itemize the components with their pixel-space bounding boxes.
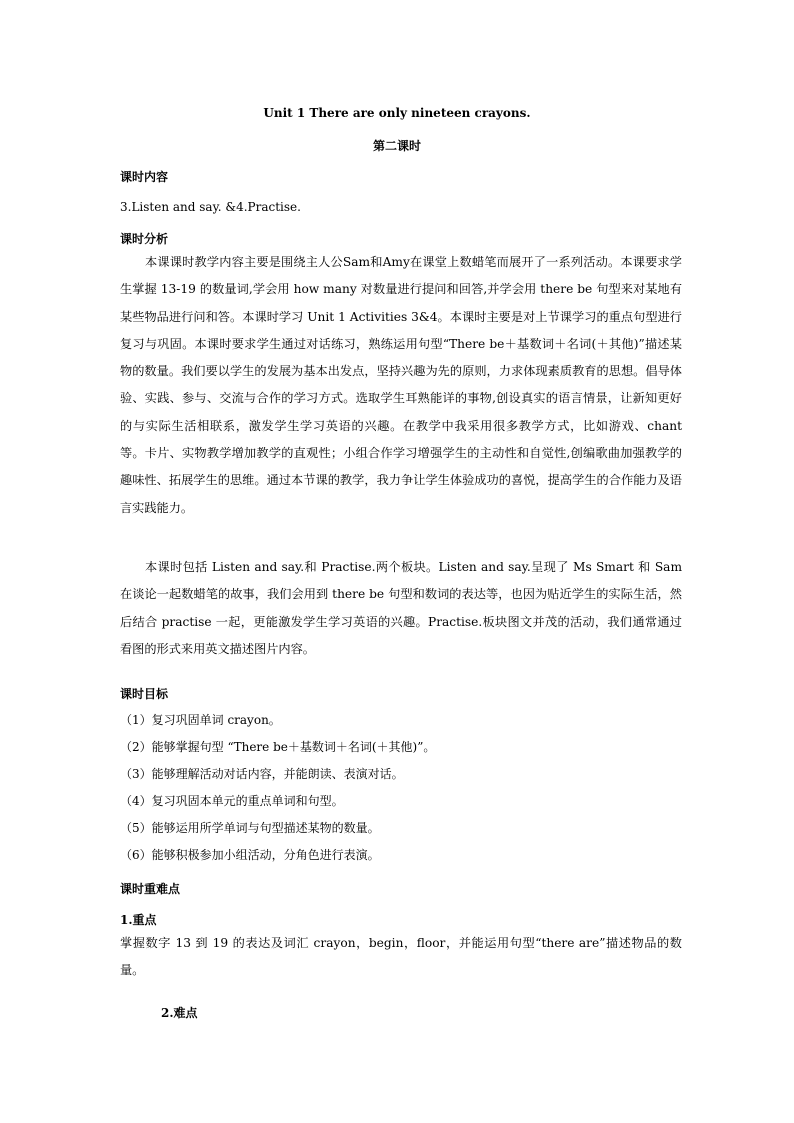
key-points-text: 掌握数字 13 到 19 的表达及词汇 crayon，begin，floor，并能运用句型“there are”描述物品的数量。 [120, 936, 682, 978]
analysis-paragraph-2: 本课时包括 Listen and say.和 Practise.两个板块。Listen and say.呈现了 Ms Smart 和 Sam 在谈论一起数蜡笔的故事，我们会用到 there be 句型和数词的表达等，也因为贴近学生的实际生活，然后结合 practise 一起，更能激发学生学习英语的兴趣。Practise.板块图文并茂的活动，我们通常通过看图的形式来用英文描述图片内容。 [120, 560, 682, 656]
doc-subtitle: 第二课时 [372, 139, 421, 153]
goal-item: （4）复习巩固本单元的重点单词和句型。 [120, 794, 344, 808]
goal-item: （6）能够积极参加小组活动，分角色进行表演。 [120, 848, 380, 862]
goal-item: （1）复习巩固单词 crayon。 [120, 713, 281, 727]
goal-item: （2）能够掌握句型 “There be＋基数词＋名词(＋其他)”。 [120, 740, 436, 754]
goal-item: （5）能够运用所学单词与句型描述某物的数量。 [120, 821, 380, 835]
section-heading-key-difficult: 课时重难点 [120, 882, 181, 896]
analysis-paragraph-1: 本课课时教学内容主要是围绕主人公Sam和Amy在课堂上数蜡笔而展开了一系列活动。本课要求学生掌握 13-19 的数量词,学会用 how many 对数量进行提问和回答,并学会用 there be 句型来对某地有某些物品进行问和答。本课时学习 Unit 1 Activities 3&4。本课时主要是对上节课学习的重点句型进行复习与巩固。本课时要求学生通过对话练习，熟练运用句型“There be＋基数词＋名词(＋其他)”描述某物的数量。我们要以学生的发展为基本出发点，坚持兴趣为先的原则，力求体现素质教育的思想。倡导体验、实践、参与、交流与合作的学习方式。选取学生耳熟能详的事物,创设真实的语言情景，让新知更好的与实际生活相联系，激发学生学习英语的兴趣。在教学中我采用很多教学方式，比如游戏、chant 等。卡片、实物教学增加教学的直观性；小组合作学习增强学生的主动性和自觉性,创编歌曲加强教学的趣味性、拓展学生的思维。通过本节课的教学，我力争让学生体验成功的喜悦，提高学生的合作能力及语言实践能力。 [120, 255, 682, 515]
subheading-key-points: 1.重点 [120, 913, 157, 927]
subheading-difficult-points: 2.难点 [161, 1006, 198, 1020]
goal-item: （3）能够理解活动对话内容，并能朗读、表演对话。 [120, 767, 404, 781]
section-heading-analysis: 课时分析 [120, 232, 169, 246]
content-text: 3.Listen and say. &4.Practise. [120, 200, 301, 214]
section-heading-goals: 课时目标 [120, 687, 169, 701]
doc-title: Unit 1 There are only nineteen crayons. [263, 106, 531, 120]
section-heading-content: 课时内容 [120, 170, 169, 184]
